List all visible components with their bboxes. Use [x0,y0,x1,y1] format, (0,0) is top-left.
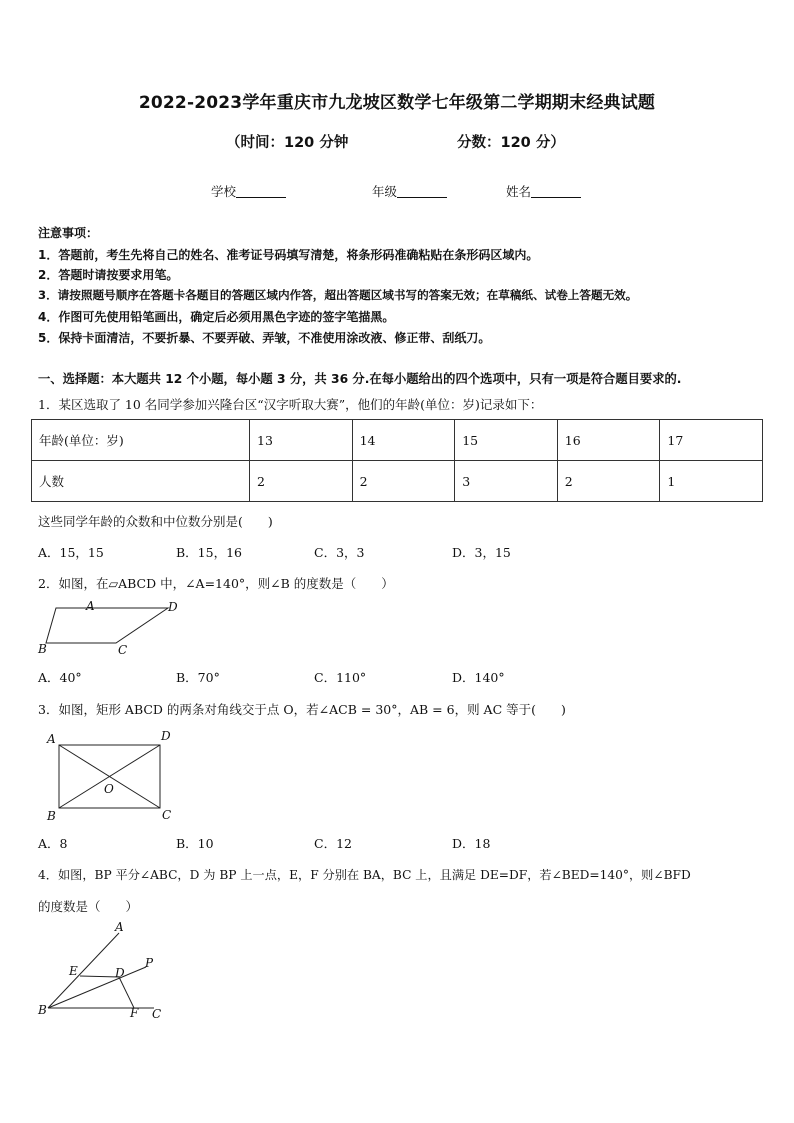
grade-field[interactable] [372,182,447,200]
label-d: D [115,966,125,980]
label-b: B [47,809,56,823]
note-item-4: 4．作图可先使用铅笔画出，确定后必须用黑色字迹的签字笔描黑。 [38,310,395,324]
table-cell: 3 [455,461,558,502]
school-field[interactable] [211,182,286,200]
school-label: 学校 [211,184,237,199]
label-c: C [118,643,128,657]
note-item-3: 3．请按照题号顺序在答题卡各题目的答题区域内作答，超出答题区域书写的答案无效；在草稿纸、试卷上答题无效。 [38,288,638,302]
exam-time: （时间：120 分钟 [226,135,349,151]
page-title: 2022-2023学年重庆市九龙坡区数学七年级第二学期期末经典试题 [138,93,656,113]
name-blank[interactable] [531,185,581,198]
q2-text: 2．如图，在▱ABCD 中，∠A=140°，则∠B 的度数是（ ） [38,576,394,591]
age-table [31,419,763,502]
exam-score: 分数：120 分） [457,135,565,151]
q2-option-d[interactable]: D．140° [452,670,505,685]
school-blank[interactable] [236,185,286,198]
rectangle-figure [40,726,185,826]
q3-option-d[interactable]: D．18 [452,836,491,851]
q1-option-d[interactable]: D．3，15 [452,545,511,560]
table-cell: 17 [660,420,763,461]
angle-bisector-figure [34,920,174,1025]
note-item-1: 1．答题前，考生先将自己的姓名、准考证号码填写清楚，将条形码准确粘贴在条形码区域内。 [38,248,539,262]
note-item-2: 2．答题时请按要求用笔。 [38,268,179,282]
name-label: 姓名 [506,184,532,199]
table-cell: 2 [557,461,660,502]
q1-text: 1．某区选取了 10 名同学参加兴隆台区“汉字听取大赛”，他们的年龄(单位：岁)记录如下： [38,397,543,412]
label-a: A [47,732,56,746]
section-heading: 一、选择题：本大题共 12 个小题，每小题 3 分，共 36 分.在每小题给出的四个选项中，只有一项是符合题目要求的. [38,372,682,386]
table-cell: 15 [455,420,558,461]
table-row [32,420,763,461]
table-cell: 14 [352,420,455,461]
label-e: E [69,964,78,978]
parallelogram-figure [34,598,184,660]
label-d: D [161,729,171,743]
table-cell: 2 [352,461,455,502]
table-cell: 13 [250,420,353,461]
q2-option-c[interactable]: C．110° [314,670,367,685]
q3-option-a[interactable]: A．8 [38,836,68,851]
grade-label: 年级 [372,184,398,199]
q1-option-a[interactable]: A．15，15 [38,545,104,560]
label-c: C [152,1007,162,1021]
q1-option-b[interactable]: B．15，16 [176,545,242,560]
table-cell: 2 [250,461,353,502]
q3-option-c[interactable]: C．12 [314,836,352,851]
notes-heading: 注意事项： [38,226,99,240]
table-row [32,461,763,502]
grade-blank[interactable] [397,185,447,198]
q4-text: 4．如图，BP 平分∠ABC，D 为 BP 上一点，E，F 分别在 BA，BC 上，且满足 DE=DF，若∠BED=140°，则∠BFD [38,868,691,882]
label-p: P [145,956,154,970]
label-d: D [168,600,178,614]
label-b: B [38,1003,47,1017]
table-cell: 16 [557,420,660,461]
note-item-5: 5．保持卡面清洁，不要折暴、不要弄破、弄皱，不准使用涂改液、修正带、刮纸刀。 [38,331,491,345]
table-cell: 1 [660,461,763,502]
q3-text: 3．如图，矩形 ABCD 的两条对角线交于点 O，若∠ACB = 30°，AB = 6，则 AC 等于( ) [38,702,566,717]
q1-question: 这些同学年龄的众数和中位数分别是( ) [38,514,273,529]
label-c: C [162,808,172,822]
q3-option-b[interactable]: B．10 [176,836,214,851]
name-field[interactable] [506,182,581,200]
label-a: A [86,599,95,613]
table-cell: 年龄(单位：岁) [32,420,250,461]
table-cell: 人数 [32,461,250,502]
q1-option-c[interactable]: C．3，3 [314,545,365,560]
label-b: B [38,642,47,656]
label-f: F [130,1006,139,1020]
label-a: A [115,920,124,934]
label-o: O [104,782,114,796]
q2-option-b[interactable]: B．70° [176,670,220,685]
q4-text-continued: 的度数是（ ） [38,899,139,914]
q2-option-a[interactable]: A．40° [38,670,82,685]
